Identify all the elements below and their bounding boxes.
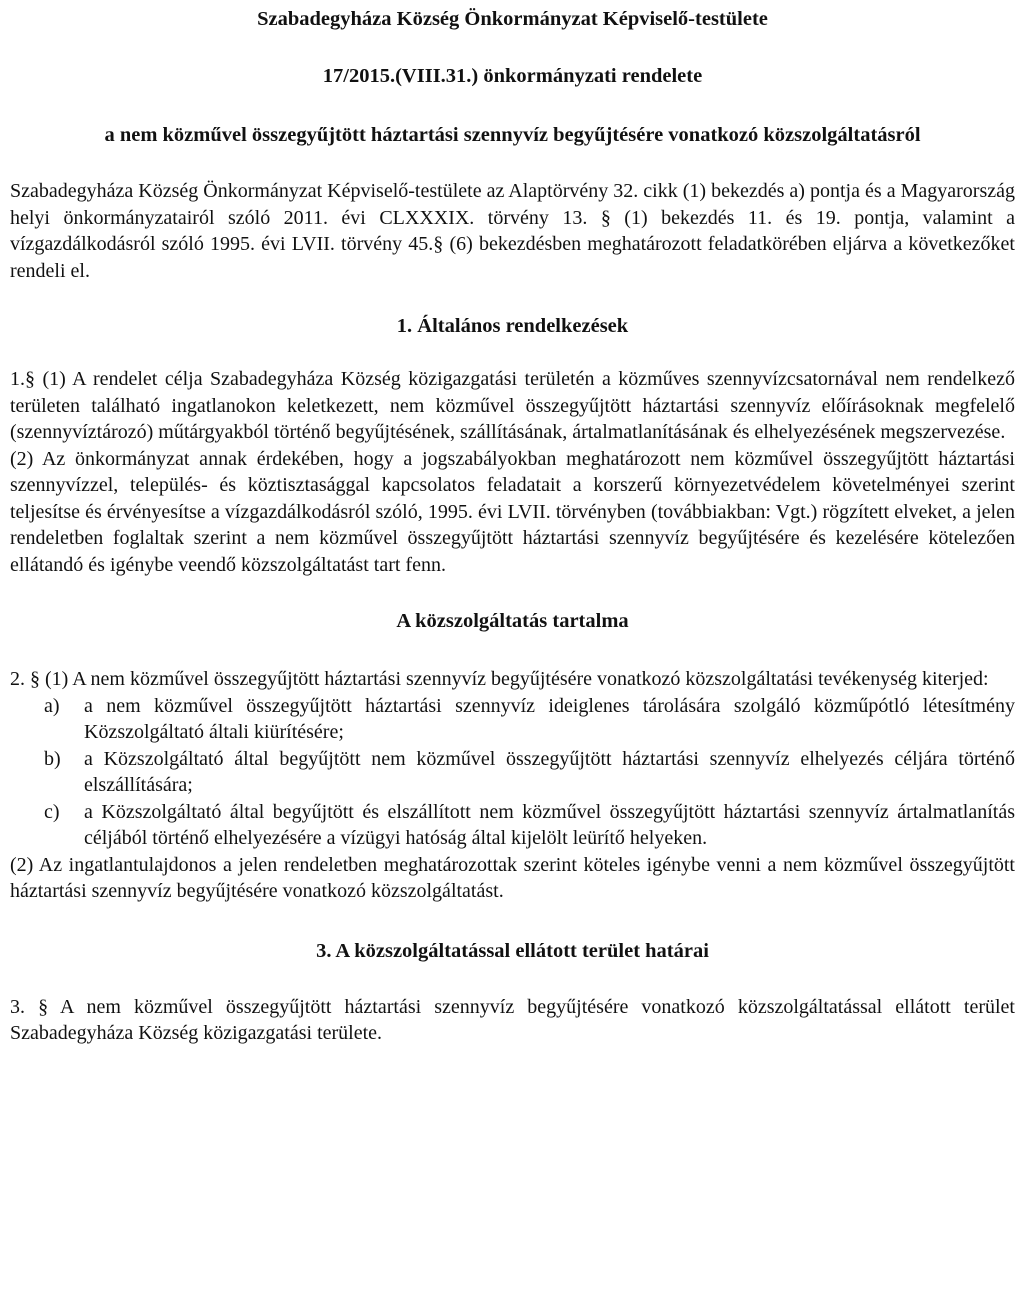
list-item bbox=[10, 746, 1015, 799]
council-name: Szabadegyháza Község Önkormányzat Képviselő-testülete bbox=[257, 8, 768, 30]
preamble: Szabadegyháza Község Önkormányzat Képviselő-testülete az Alaptörvény 32. cikk (1) bekezdés a) pontja és a Magyarország helyi önkormányzatairól szóló 2011. évi CLXXXIX. törvény 13. § (1) bekezdés 11. és 19. pontja, valamint a vízgazdálkodásról szóló 1995. évi LVII. törvény 45.§ (6) bekezdésben meghatározott feladatkörében eljárva a következőket rendeli el. bbox=[10, 180, 1015, 282]
section-title-service-content: A közszolgáltatás tartalma bbox=[396, 610, 629, 632]
list-marker: a) bbox=[44, 694, 60, 717]
paragraph-3: 3. § A nem közművel összegyűjtött háztartási szennyvíz begyűjtésére vonatkozó közszolgáltatással ellátott terület Szabadegyháza Község közigazgatási területe. bbox=[10, 995, 1015, 1044]
document-page bbox=[10, 0, 1015, 1047]
list-marker: b) bbox=[44, 747, 61, 770]
list-item-text: a Közszolgáltató által begyűjtött és elszállított nem közművel összegyűjtött háztartási szennyvíz ártalmatlanítás céljából történő elhelyezésére a vízügyi hatóság által kijelölt leürítő helyeken. bbox=[84, 800, 1015, 849]
list-item-text: a nem közművel összegyűjtött háztartási szennyvíz ideiglenes tárolására szolgáló közműpótló létesítmény Közszolgáltató általi kiürítésére; bbox=[84, 694, 1015, 743]
decree-subject: a nem közművel összegyűjtött háztartási szennyvíz begyűjtésére vonatkozó közszolgáltatásról bbox=[104, 124, 921, 146]
section-title-service-area: 3. A közszolgáltatással ellátott terület határai bbox=[316, 939, 709, 962]
decree-number: 17/2015.(VIII.31.) önkormányzati rendelete bbox=[322, 65, 703, 87]
section-title-general-provisions: 1. Általános rendelkezések bbox=[396, 315, 629, 337]
list-item bbox=[10, 799, 1015, 852]
paragraph-2-1-intro: 2. § (1) A nem közművel összegyűjtött háztartási szennyvíz begyűjtésére vonatkozó közszolgáltatási tevékenység kiterjed: bbox=[10, 668, 989, 690]
paragraph-2-2: (2) Az ingatlantulajdonos a jelen rendeletben meghatározottak szerint köteles igénybe venni a nem közművel összegyűjtött háztartási szennyvíz begyűjtésére vonatkozó közszolgáltatást. bbox=[10, 853, 1015, 902]
list-item bbox=[10, 693, 1015, 746]
paragraph-1-2: (2) Az önkormányzat annak érdekében, hogy a jogszabályokban meghatározott nem közművel összegyűjtött háztartási szennyvízzel, település- és köztisztasággal kapcsolatos feladatait a korszerű környezetvédelem követelményei szerint teljesítse és érvényesítse a vízgazdálkodásról szóló, 1995. évi LVII. törvényben (továbbiakban: Vgt.) rögzített elveket, a jelen rendeletben foglaltak szerint a nem közművel összegyűjtött háztartási szennyvíz begyűjtésére és kezelésére kötelezően ellátandó és igénybe veendő közszolgáltatást tart fenn. bbox=[10, 447, 1015, 576]
service-scope-list bbox=[10, 693, 1015, 852]
paragraph-1-1: 1.§ (1) A rendelet célja Szabadegyháza Község közigazgatási területén a közműves szennyvízcsatornával nem rendelkező területen található ingatlanokon keletkezett, nem közművel összegyűjtött háztartási szennyvíz előírásoknak megfelelő (szennyvíztározó) műtárgyakból történő begyűjtésének, szállításának, ártalmatlanításának és elhelyezésének megszervezése. bbox=[10, 368, 1015, 443]
list-marker: c) bbox=[44, 800, 60, 823]
list-item-text: a Közszolgáltató által begyűjtött nem közművel összegyűjtött háztartási szennyvíz elhelyezés céljára történő elszállítására; bbox=[84, 747, 1015, 796]
